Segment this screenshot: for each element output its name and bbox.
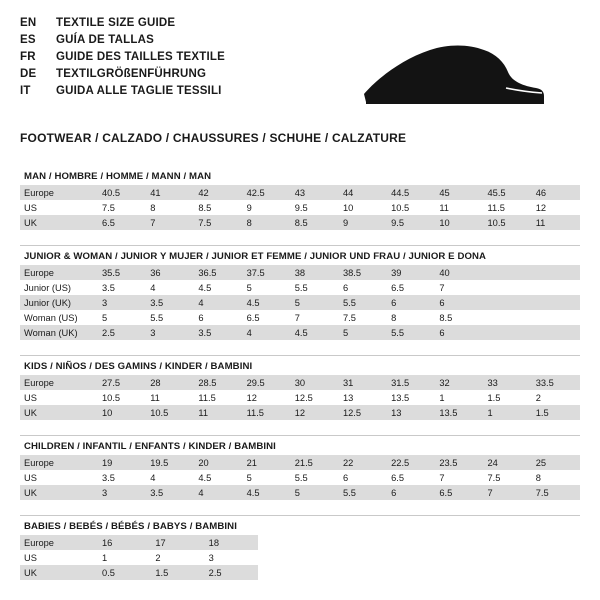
size-cell: 7.5 xyxy=(98,200,146,215)
row-label: US xyxy=(20,390,98,405)
size-cell: 24 xyxy=(484,455,532,470)
size-cell: 22.5 xyxy=(387,455,435,470)
size-cell: 6.5 xyxy=(98,215,146,230)
size-cell: 21.5 xyxy=(291,455,339,470)
size-table xyxy=(20,265,580,340)
language-code: FR xyxy=(20,51,36,63)
size-cell: 4.5 xyxy=(243,485,291,500)
size-cell: 45.5 xyxy=(484,185,532,200)
size-cell: 12 xyxy=(532,200,580,215)
size-cell: 1 xyxy=(484,405,532,420)
size-cell: 4 xyxy=(194,485,242,500)
group-divider xyxy=(20,245,580,246)
size-cell: 3.5 xyxy=(194,325,242,340)
row-label: US xyxy=(20,470,98,485)
size-cell: 29.5 xyxy=(243,375,291,390)
language-code: EN xyxy=(20,17,37,29)
language-title: TEXTILE SIZE GUIDE xyxy=(56,17,176,29)
size-cell: 38.5 xyxy=(339,265,387,280)
size-cell: 5 xyxy=(243,470,291,485)
group-title: BABIES / BEBÉS / BÉBÉS / BABYS / BAMBINI xyxy=(24,521,237,532)
size-table xyxy=(20,455,580,500)
language-row xyxy=(20,84,225,99)
size-cell: 4.5 xyxy=(194,280,242,295)
size-cell xyxy=(532,280,580,295)
language-code: DE xyxy=(20,68,37,80)
size-cell: 8.5 xyxy=(194,200,242,215)
size-cell: 8 xyxy=(146,200,194,215)
size-cell: 5.5 xyxy=(339,295,387,310)
size-cell: 19.5 xyxy=(146,455,194,470)
size-cell: 5.5 xyxy=(339,485,387,500)
row-label: UK xyxy=(20,485,98,500)
size-cell xyxy=(484,310,532,325)
size-cell: 11 xyxy=(532,215,580,230)
row-label: Junior (US) xyxy=(20,280,98,295)
size-cell: 4.5 xyxy=(194,470,242,485)
group-title: CHILDREN / INFANTIL / ENFANTS / KINDER / BAMBINI xyxy=(24,441,276,452)
size-cell: 11 xyxy=(146,390,194,405)
row-label: US xyxy=(20,550,98,565)
size-cell: 7 xyxy=(146,215,194,230)
size-cell: 32 xyxy=(435,375,483,390)
size-cell: 25 xyxy=(532,455,580,470)
size-cell: 27.5 xyxy=(98,375,146,390)
size-cell: 13 xyxy=(387,405,435,420)
size-cell: 30 xyxy=(291,375,339,390)
size-cell xyxy=(484,325,532,340)
size-cell: 28 xyxy=(146,375,194,390)
size-cell: 10.5 xyxy=(484,215,532,230)
size-cell xyxy=(532,325,580,340)
size-cell: 6.5 xyxy=(387,280,435,295)
size-cell: 37.5 xyxy=(243,265,291,280)
group-title: MAN / HOMBRE / HOMME / MANN / MAN xyxy=(24,171,212,182)
size-cell: 7.5 xyxy=(484,470,532,485)
page-title: FOOTWEAR / CALZADO / CHAUSSURES / SCHUHE / CALZATURE xyxy=(20,131,407,145)
table-row xyxy=(20,215,580,230)
size-cell: 3 xyxy=(205,550,258,565)
row-label: Junior (UK) xyxy=(20,295,98,310)
size-cell: 6 xyxy=(339,470,387,485)
size-table xyxy=(20,535,258,580)
size-cell: 6.5 xyxy=(243,310,291,325)
size-cell: 5.5 xyxy=(387,325,435,340)
size-cell: 28.5 xyxy=(194,375,242,390)
size-cell: 5 xyxy=(291,295,339,310)
size-group xyxy=(20,355,580,420)
size-cell: 10 xyxy=(435,215,483,230)
size-cell: 43 xyxy=(291,185,339,200)
row-label: UK xyxy=(20,565,98,580)
row-label: Europe xyxy=(20,185,98,200)
size-cell: 7 xyxy=(435,280,483,295)
size-cell: 10 xyxy=(98,405,146,420)
size-cell: 5 xyxy=(291,485,339,500)
group-divider xyxy=(20,435,580,436)
size-cell: 6 xyxy=(194,310,242,325)
size-cell: 6 xyxy=(339,280,387,295)
size-cell: 44.5 xyxy=(387,185,435,200)
row-label: Europe xyxy=(20,375,98,390)
size-cell: 12 xyxy=(291,405,339,420)
table-row xyxy=(20,455,580,470)
size-cell: 11 xyxy=(194,405,242,420)
table-row xyxy=(20,280,580,295)
size-cell: 4 xyxy=(146,280,194,295)
size-cell: 45 xyxy=(435,185,483,200)
size-cell: 31.5 xyxy=(387,375,435,390)
size-cell: 6.5 xyxy=(435,485,483,500)
size-cell: 42.5 xyxy=(243,185,291,200)
size-cell: 41 xyxy=(146,185,194,200)
row-label: UK xyxy=(20,215,98,230)
size-cell: 12.5 xyxy=(339,405,387,420)
language-title: GUIDA ALLE TAGLIE TESSILI xyxy=(56,85,222,97)
size-group xyxy=(20,171,580,230)
size-table xyxy=(20,375,580,420)
size-cell: 6.5 xyxy=(387,470,435,485)
table-row xyxy=(20,375,580,390)
size-cell: 46 xyxy=(532,185,580,200)
size-group xyxy=(20,515,580,580)
size-cell: 6 xyxy=(435,325,483,340)
size-cell xyxy=(532,310,580,325)
size-cell: 4.5 xyxy=(291,325,339,340)
size-cell: 6 xyxy=(387,295,435,310)
size-cell: 5.5 xyxy=(291,470,339,485)
size-cell: 5 xyxy=(98,310,146,325)
table-row xyxy=(20,200,580,215)
size-cell: 35.5 xyxy=(98,265,146,280)
table-row xyxy=(20,185,580,200)
size-cell: 36.5 xyxy=(194,265,242,280)
size-cell: 40.5 xyxy=(98,185,146,200)
table-row xyxy=(20,310,580,325)
size-cell xyxy=(532,265,580,280)
size-cell: 2.5 xyxy=(205,565,258,580)
size-cell: 8.5 xyxy=(291,215,339,230)
language-row xyxy=(20,67,225,82)
size-cell: 23.5 xyxy=(435,455,483,470)
size-cell: 4.5 xyxy=(243,295,291,310)
size-group xyxy=(20,245,580,340)
size-cell: 3 xyxy=(98,485,146,500)
size-cell: 3.5 xyxy=(98,470,146,485)
table-row xyxy=(20,390,580,405)
table-row xyxy=(20,470,580,485)
size-cell: 11.5 xyxy=(194,390,242,405)
size-cell: 39 xyxy=(387,265,435,280)
group-divider xyxy=(20,355,580,356)
size-cell: 13.5 xyxy=(387,390,435,405)
size-cell xyxy=(484,280,532,295)
language-titles xyxy=(20,16,225,99)
size-cell: 1 xyxy=(98,550,151,565)
language-title: GUIDE DES TAILLES TEXTILE xyxy=(56,51,225,63)
size-cell: 18 xyxy=(205,535,258,550)
size-cell: 9.5 xyxy=(387,215,435,230)
table-row xyxy=(20,550,258,565)
size-cell: 10 xyxy=(339,200,387,215)
size-cell: 3 xyxy=(146,325,194,340)
size-cell: 31 xyxy=(339,375,387,390)
size-cell: 11 xyxy=(435,200,483,215)
table-row xyxy=(20,565,258,580)
group-title: JUNIOR & WOMAN / JUNIOR Y MUJER / JUNIOR ET FEMME / JUNIOR UND FRAU / JUNIOR E DONA xyxy=(24,251,487,262)
size-cell: 22 xyxy=(339,455,387,470)
size-tables xyxy=(20,171,580,580)
size-cell: 8 xyxy=(532,470,580,485)
table-row xyxy=(20,265,580,280)
size-cell: 3.5 xyxy=(98,280,146,295)
size-cell: 1 xyxy=(435,390,483,405)
size-cell: 4 xyxy=(146,470,194,485)
group-divider xyxy=(20,515,580,516)
size-cell xyxy=(484,265,532,280)
size-cell: 10.5 xyxy=(98,390,146,405)
size-cell: 20 xyxy=(194,455,242,470)
language-row xyxy=(20,16,225,31)
size-cell: 5 xyxy=(339,325,387,340)
size-cell: 6 xyxy=(387,485,435,500)
size-cell xyxy=(532,295,580,310)
language-row xyxy=(20,50,225,65)
size-cell: 10.5 xyxy=(146,405,194,420)
size-cell: 9.5 xyxy=(291,200,339,215)
size-cell: 21 xyxy=(243,455,291,470)
size-cell: 7.5 xyxy=(532,485,580,500)
row-label: Woman (UK) xyxy=(20,325,98,340)
size-cell: 8.5 xyxy=(435,310,483,325)
size-cell: 11.5 xyxy=(484,200,532,215)
size-cell: 13.5 xyxy=(435,405,483,420)
size-cell: 5 xyxy=(243,280,291,295)
size-cell: 10.5 xyxy=(387,200,435,215)
size-cell: 17 xyxy=(151,535,204,550)
table-row xyxy=(20,485,580,500)
size-table xyxy=(20,185,580,230)
row-label: Woman (US) xyxy=(20,310,98,325)
size-cell: 40 xyxy=(435,265,483,280)
table-row xyxy=(20,535,258,550)
row-label: Europe xyxy=(20,535,98,550)
size-cell: 12 xyxy=(243,390,291,405)
dress-shoe-icon xyxy=(356,32,546,117)
size-cell: 4 xyxy=(194,295,242,310)
size-cell: 11.5 xyxy=(243,405,291,420)
size-cell: 33 xyxy=(484,375,532,390)
row-label: US xyxy=(20,200,98,215)
table-row xyxy=(20,295,580,310)
size-cell: 1.5 xyxy=(151,565,204,580)
table-row xyxy=(20,325,580,340)
size-cell xyxy=(484,295,532,310)
size-cell: 8 xyxy=(243,215,291,230)
language-code: ES xyxy=(20,34,36,46)
page-header xyxy=(20,16,580,117)
size-cell: 2 xyxy=(151,550,204,565)
size-cell: 5.5 xyxy=(291,280,339,295)
size-cell: 2.5 xyxy=(98,325,146,340)
size-cell: 3 xyxy=(98,295,146,310)
size-group xyxy=(20,435,580,500)
size-cell: 4 xyxy=(243,325,291,340)
size-cell: 16 xyxy=(98,535,151,550)
size-cell: 9 xyxy=(339,215,387,230)
size-cell: 19 xyxy=(98,455,146,470)
size-cell: 38 xyxy=(291,265,339,280)
size-cell: 9 xyxy=(243,200,291,215)
row-label: Europe xyxy=(20,455,98,470)
size-cell: 13 xyxy=(339,390,387,405)
language-row xyxy=(20,33,225,48)
size-cell: 7.5 xyxy=(339,310,387,325)
size-cell: 7 xyxy=(484,485,532,500)
size-cell: 0.5 xyxy=(98,565,151,580)
size-cell: 1.5 xyxy=(532,405,580,420)
size-cell: 7.5 xyxy=(194,215,242,230)
size-cell: 6 xyxy=(435,295,483,310)
size-cell: 5.5 xyxy=(146,310,194,325)
row-label: Europe xyxy=(20,265,98,280)
size-cell: 12.5 xyxy=(291,390,339,405)
language-title: GUÍA DE TALLAS xyxy=(56,34,154,46)
size-cell: 1.5 xyxy=(484,390,532,405)
table-row xyxy=(20,405,580,420)
row-label: UK xyxy=(20,405,98,420)
language-title: TEXTILGRÖßENFÜHRUNG xyxy=(56,68,207,80)
size-cell: 36 xyxy=(146,265,194,280)
size-cell: 2 xyxy=(532,390,580,405)
size-cell: 7 xyxy=(291,310,339,325)
size-cell: 3.5 xyxy=(146,485,194,500)
size-cell: 44 xyxy=(339,185,387,200)
size-cell: 8 xyxy=(387,310,435,325)
size-cell: 42 xyxy=(194,185,242,200)
size-cell: 3.5 xyxy=(146,295,194,310)
group-title: KIDS / NIÑOS / DES GAMINS / KINDER / BAMBINI xyxy=(24,361,253,372)
size-cell: 33.5 xyxy=(532,375,580,390)
size-cell: 7 xyxy=(435,470,483,485)
language-code: IT xyxy=(20,85,31,97)
